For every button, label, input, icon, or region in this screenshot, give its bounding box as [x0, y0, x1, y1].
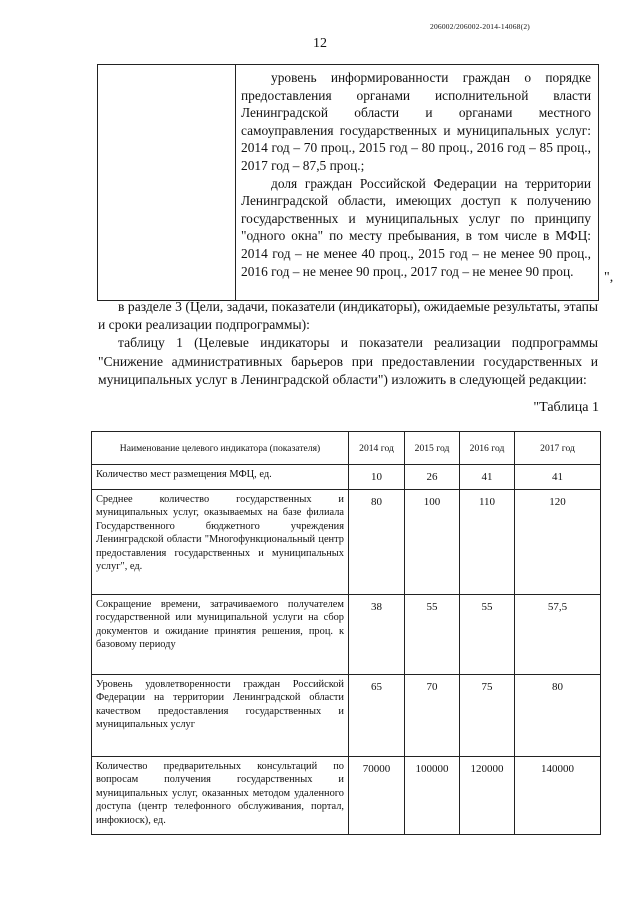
continued-paragraph: уровень информированности граждан о порядке предоставления органами исполнительной власти Ленинградской области и органами местного самоуправления государственных и муниципальных услуг: 2014 год – 70 проц., 2015 год – 80 проц., 2016 год – 85 проц., 2017 год – 87,5 проц.;: [241, 70, 591, 173]
value-2014: 10: [349, 465, 405, 490]
table-row: [92, 675, 601, 757]
value-2015: 100000: [405, 757, 460, 835]
table-row: [92, 465, 601, 490]
header-year-2016: 2016 год: [460, 432, 515, 465]
closing-quote: ",: [604, 270, 614, 285]
indicator-name: Среднее количество государственных и муниципальных услуг, оказываемых на базе филиала Государственного бюджетного учреждения Ленинградской области "Многофункциональный центр предоставления государственных и муниципальных услуг", ед.: [92, 490, 349, 595]
table-row: [92, 490, 601, 595]
body-text: [98, 298, 598, 389]
table-row: [92, 595, 601, 675]
value-2014: 65: [349, 675, 405, 757]
continued-table: [97, 64, 599, 301]
value-2016: 110: [460, 490, 515, 595]
value-2017: 57,5: [515, 595, 601, 675]
continued-paragraph: доля граждан Российской Федерации на территории Ленинградской области, имеющих доступ к получению государственных и муниципальных услуг по принципу "одного окна" по месту пребывания, в том числе в МФЦ: 2014 год – не менее 40 проц., 2015 год – не менее 90 проц., 2016 год – не менее 90 проц., 2017 год – не менее 90 проц.: [241, 175, 591, 279]
page-number: 12: [313, 36, 327, 51]
header-indicator-name: Наименование целевого индикатора (показателя): [92, 432, 349, 465]
continued-table-cell: [241, 69, 591, 280]
body-paragraph: в разделе 3 (Цели, задачи, показатели (индикаторы), ожидаемые результаты, этапы и сроки реализации подпрограммы):: [98, 299, 598, 333]
indicator-name: Уровень удовлетворенности граждан Российской Федерации на территории Ленинградской области качеством предоставления государственных и муниципальных услуг: [92, 675, 349, 757]
header-year-2017: 2017 год: [515, 432, 601, 465]
header-year-2014: 2014 год: [349, 432, 405, 465]
table-label: "Таблица 1: [533, 400, 599, 415]
indicator-name: Сокращение времени, затрачиваемого получателем государственной или муниципальной услуги на сбор документов и ожидание принятия решения, проц. к базовому периоду: [92, 595, 349, 675]
value-2016: 55: [460, 595, 515, 675]
value-2014: 70000: [349, 757, 405, 835]
value-2014: 80: [349, 490, 405, 595]
value-2015: 55: [405, 595, 460, 675]
indicator-name: Количество мест размещения МФЦ, ед.: [92, 465, 349, 490]
document-id: 206002/206002-2014-14068(2): [430, 22, 530, 31]
header-year-2015: 2015 год: [405, 432, 460, 465]
column-divider: [235, 65, 236, 300]
value-2016: 120000: [460, 757, 515, 835]
table-header-row: [92, 432, 601, 465]
value-2017: 120: [515, 490, 601, 595]
table-row: [92, 757, 601, 835]
indicator-table: [91, 431, 601, 835]
value-2017: 140000: [515, 757, 601, 835]
value-2017: 80: [515, 675, 601, 757]
value-2015: 26: [405, 465, 460, 490]
value-2017: 41: [515, 465, 601, 490]
body-paragraph: таблицу 1 (Целевые индикаторы и показатели реализации подпрограммы "Снижение административных барьеров при предоставлении государственных и муниципальных услуг в Ленинградской области") изложить в следующей редакции:: [98, 335, 598, 387]
value-2014: 38: [349, 595, 405, 675]
value-2016: 41: [460, 465, 515, 490]
value-2015: 70: [405, 675, 460, 757]
indicator-name: Количество предварительных консультаций по вопросам получения государственных и муниципальных услуг, оказанных методом удаленного доступа (центр телефонного обслуживания, портал, инфокиоск), ед.: [92, 757, 349, 835]
value-2016: 75: [460, 675, 515, 757]
value-2015: 100: [405, 490, 460, 595]
